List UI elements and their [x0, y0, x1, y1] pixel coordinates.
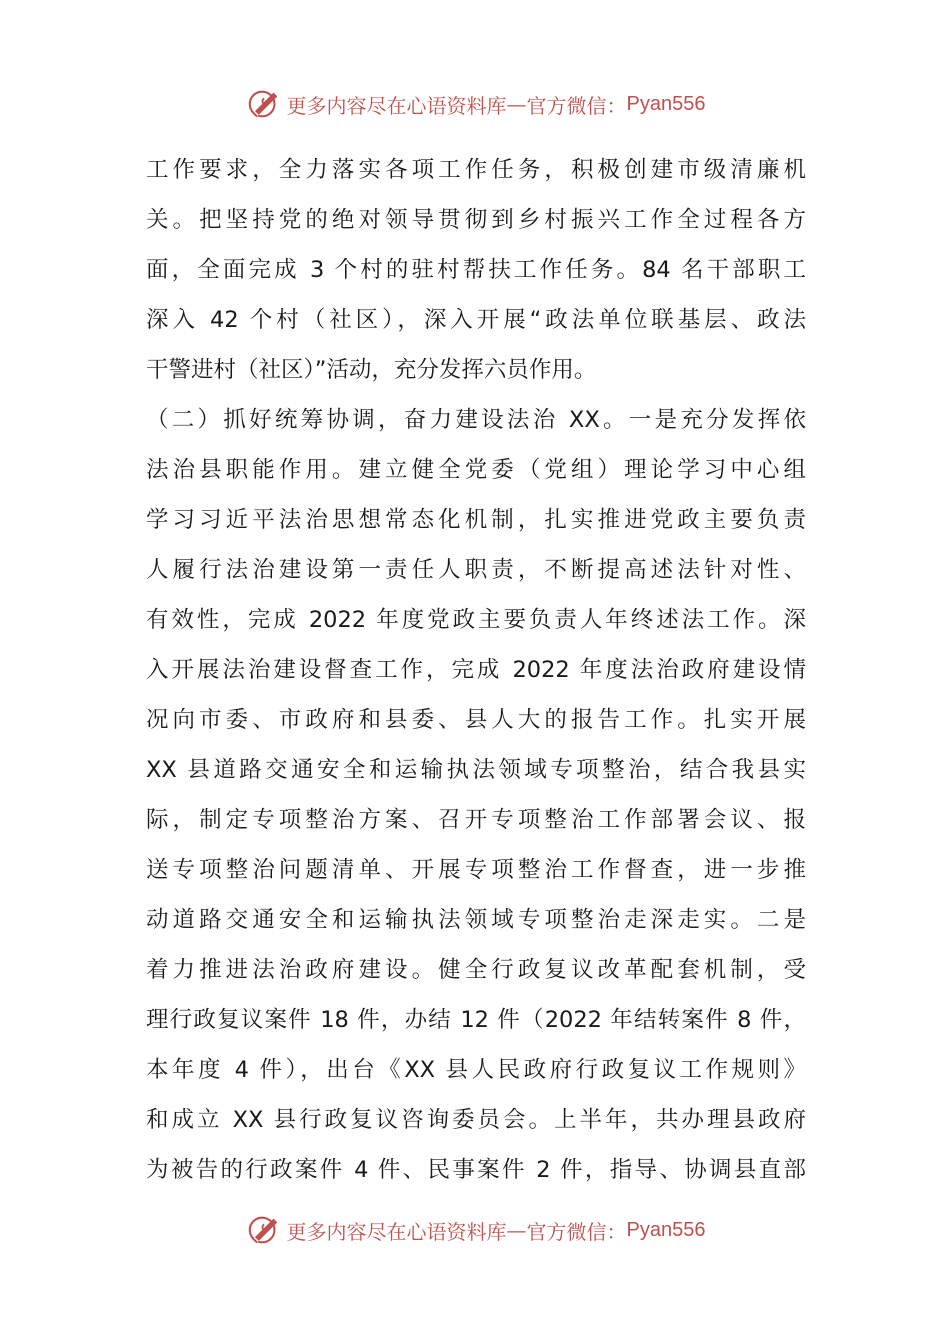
- text-line: 况向市委、市政府和县委、县人大的报告工作。扎实开展: [146, 707, 806, 733]
- text-line: 本年度 4 件），出台《XX 县人民政府行政复议工作规则》: [146, 1057, 806, 1083]
- text-line: 学习习近平法治思想常态化机制，扎实推进党政主要负责: [146, 507, 806, 533]
- text-line: 为被告的行政案件 4 件、民事案件 2 件，指导、协调县直部: [146, 1157, 806, 1183]
- text-line: 际，制定专项整治方案、召开专项整治工作部署会议、报: [146, 807, 806, 833]
- text-line: 动道路交通安全和运输执法领域专项整治走深走实。二是: [146, 907, 806, 933]
- text-line: 法治县职能作用。建立健全党委（党组）理论学习中心组: [146, 457, 806, 483]
- text-line: 关。把坚持党的绝对领导贯彻到乡村振兴工作全过程各方: [146, 207, 806, 233]
- banner-wechat-id: Pyan556: [626, 92, 706, 115]
- text-line: 面，全面完成 3 个村的驻村帮扶工作任务。84 名干部职工: [146, 257, 806, 283]
- banner-dash: —: [506, 92, 527, 116]
- document-body: [146, 145, 806, 1195]
- text-line: 送专项整治问题清单、开展专项整治工作督查，进一步推: [146, 857, 806, 883]
- text-line: 人履行法治建设第一责任人职责，不断提高述法针对性、: [146, 557, 806, 583]
- banner-title: 更多内容尽在心语资料库: [286, 1219, 507, 1244]
- text-line: 工作要求，全力落实各项工作任务，积极创建市级清廉机: [146, 157, 806, 183]
- text-line: （二）抓好统筹协调，奋力建设法治 XX。一是充分发挥依: [146, 407, 806, 433]
- banner-dash: —: [506, 1218, 527, 1242]
- footer-banner: [0, 1210, 950, 1250]
- text-line: 深入 42 个村（社区），深入开展“政法单位联基层、政法: [146, 307, 806, 333]
- text-line: 和成立 XX 县行政复议咨询委员会。上半年，共办理县政府: [146, 1107, 806, 1133]
- header-banner: [0, 84, 950, 124]
- text-line: 理行政复议案件 18 件，办结 12 件（2022 年结转案件 8 件，: [146, 1007, 806, 1033]
- text-line: 有效性，完成 2022 年度党政主要负责人年终述法工作。深: [146, 607, 806, 633]
- text-line: XX 县道路交通安全和运输执法领域专项整治，结合我县实: [146, 757, 806, 783]
- text-line: 入开展法治建设督查工作，完成 2022 年度法治政府建设情: [146, 657, 806, 683]
- banner-title: 更多内容尽在心语资料库: [286, 93, 507, 118]
- banner-wechat-id: Pyan556: [626, 1218, 706, 1241]
- text-line: 干警进村（社区）”活动，充分发挥六员作用。: [146, 357, 597, 383]
- banner-wechat-label: 官方微信：: [526, 1219, 627, 1244]
- pen-logo-icon: [245, 85, 283, 123]
- pen-logo-icon: [245, 1211, 283, 1249]
- text-line: 着力推进法治政府建设。健全行政复议改革配套机制，受: [146, 957, 806, 983]
- banner-wechat-label: 官方微信：: [526, 93, 627, 118]
